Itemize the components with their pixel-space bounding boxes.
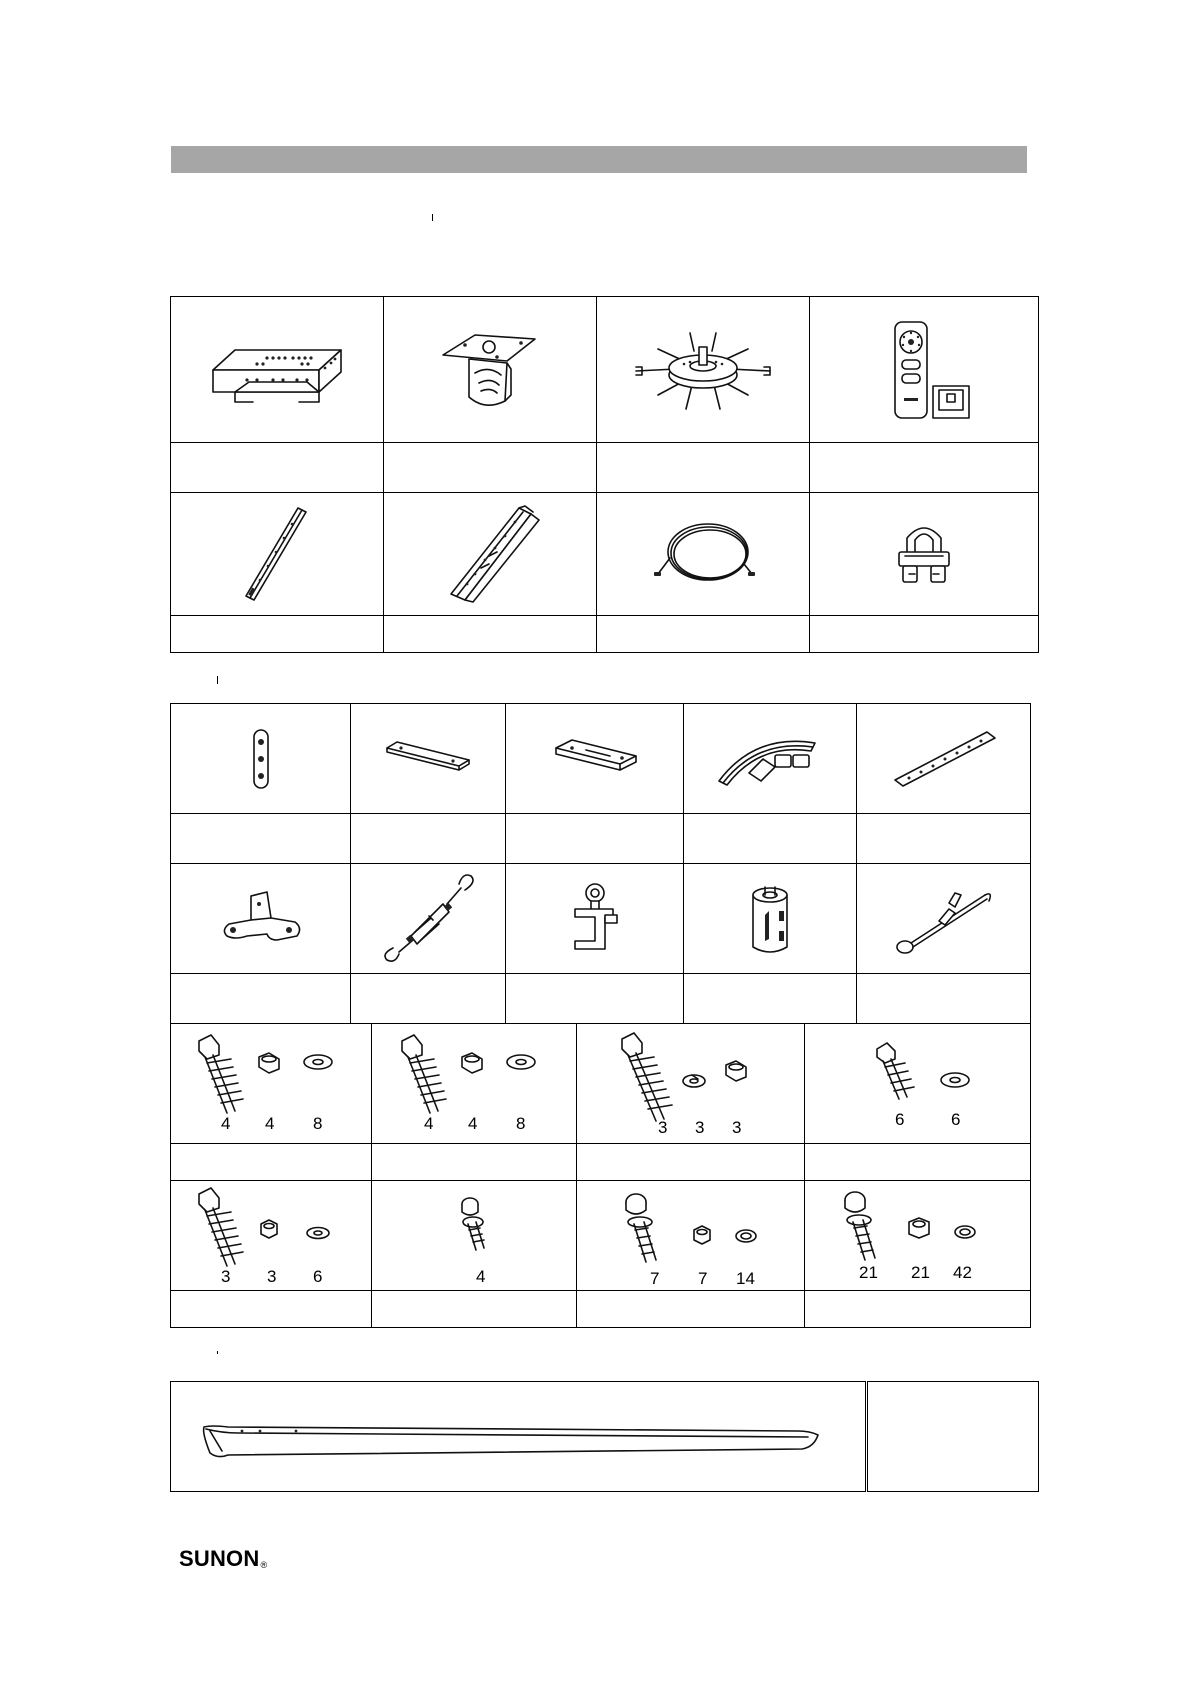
part-label-cell	[867, 1382, 1039, 1492]
part-label-cell	[577, 1144, 805, 1181]
hook-bolt-icon	[889, 879, 999, 959]
part-label-cell	[351, 814, 506, 864]
part-cell	[810, 297, 1039, 443]
bolt-nut-washer-icon	[171, 1182, 371, 1290]
part-cell	[506, 704, 684, 814]
fasteners-table	[170, 1023, 1031, 1328]
section-header-bar	[171, 146, 1027, 173]
part-label-cell	[171, 1144, 372, 1181]
part-label-cell	[597, 443, 810, 493]
part-cell	[351, 704, 506, 814]
registered-mark: ®	[260, 1560, 268, 1570]
part-cell	[684, 704, 857, 814]
steel-cable-icon	[648, 514, 758, 594]
ceiling-mount-plate-icon	[435, 325, 545, 415]
quantity-lockwasher: 3	[694, 1117, 704, 1137]
quantity-bolt: 4	[221, 1113, 231, 1133]
remote-control-icon	[869, 320, 979, 420]
quantity-nut: 3	[267, 1266, 277, 1286]
quantity-bolt: 6	[894, 1109, 904, 1129]
part-cell	[171, 864, 351, 974]
part-cell	[372, 1181, 577, 1291]
quantity-washer: 6	[950, 1109, 960, 1129]
main-components-table	[170, 296, 1039, 653]
quantity-screw: 4	[476, 1266, 486, 1286]
angle-bracket-icon	[211, 884, 311, 954]
part-cell	[577, 1024, 805, 1144]
tick-mark	[432, 214, 433, 221]
fan-blade-icon	[198, 1407, 838, 1467]
part-cell	[684, 864, 857, 974]
quantity-nut: 7	[697, 1268, 707, 1288]
part-cell	[857, 704, 1031, 814]
quantity-washer: 8	[516, 1113, 526, 1133]
motor-mount-bracket-icon	[207, 330, 347, 410]
screw-nut-washer-icon	[813, 1182, 1023, 1290]
connector-plate-icon	[246, 724, 276, 794]
quantity-screw: 21	[858, 1262, 878, 1282]
part-cell	[384, 297, 597, 443]
part-label-cell	[171, 974, 351, 1024]
part-label-cell	[351, 974, 506, 1024]
quantity-washer: 6	[313, 1266, 323, 1286]
machine-screw-icon	[374, 1182, 574, 1290]
extension-channel-icon	[435, 504, 545, 604]
part-cell	[857, 864, 1031, 974]
bolt-nut-washer-icon	[171, 1025, 371, 1143]
part-label-cell	[597, 616, 810, 653]
part-cell	[810, 493, 1039, 616]
part-label-cell	[810, 616, 1039, 653]
bolt-lockwasher-nut-icon	[586, 1025, 796, 1143]
part-label-cell	[684, 974, 857, 1024]
part-label-cell	[372, 1291, 577, 1328]
brand-logo	[179, 1546, 267, 1572]
quantity-nut: 21	[910, 1262, 930, 1282]
part-label-cell	[684, 814, 857, 864]
perforated-strip-icon	[889, 724, 999, 794]
part-cell	[805, 1181, 1031, 1291]
quantity-nut: 3	[731, 1117, 741, 1137]
bolt-nut-washer-icon	[374, 1025, 574, 1143]
part-label-cell	[384, 443, 597, 493]
wire-rope-clip-icon	[879, 514, 969, 594]
part-cell	[171, 1181, 372, 1291]
brand-name: SUNON	[179, 1546, 260, 1571]
part-cell	[805, 1024, 1031, 1144]
part-label-cell	[384, 616, 597, 653]
part-cell	[384, 493, 597, 616]
extension-rod-icon	[232, 504, 322, 604]
part-label-cell	[577, 1291, 805, 1328]
part-label-cell	[857, 814, 1031, 864]
quantity-washer: 42	[952, 1262, 972, 1282]
quantity-screw: 7	[649, 1268, 659, 1288]
screw-nut-washer-icon	[586, 1182, 796, 1290]
quantity-bolt: 3	[657, 1117, 667, 1137]
part-cell	[351, 864, 506, 974]
part-label-cell	[171, 443, 384, 493]
quantity-washer: 14	[735, 1268, 755, 1288]
part-label-cell	[805, 1291, 1031, 1328]
part-cell	[171, 1024, 372, 1144]
quantity-nut: 4	[468, 1113, 478, 1133]
part-label-cell	[506, 974, 684, 1024]
part-label-cell	[810, 443, 1039, 493]
beam-clamp-icon	[565, 879, 625, 959]
part-label-cell	[171, 616, 384, 653]
part-label-cell	[506, 814, 684, 864]
part-cell	[597, 493, 810, 616]
blade-table	[170, 1381, 1039, 1492]
part-label-cell	[171, 1291, 372, 1328]
part-label-cell	[805, 1144, 1031, 1181]
bent-plate-icon	[550, 734, 640, 784]
bolt-washer-icon	[813, 1025, 1023, 1143]
tick-mark	[217, 1351, 218, 1354]
part-cell	[506, 864, 684, 974]
part-label-cell	[372, 1144, 577, 1181]
part-cell	[171, 493, 384, 616]
part-cell	[372, 1024, 577, 1144]
flat-plate-icon	[383, 734, 473, 784]
fan-hub-motor-icon	[628, 325, 778, 415]
quantity-bolt: 3	[221, 1266, 231, 1286]
tick-mark	[217, 676, 218, 684]
part-cell	[597, 297, 810, 443]
part-cell	[171, 1382, 867, 1492]
coupling-sleeve-icon	[745, 879, 795, 959]
blade-clamp-icon	[715, 729, 825, 789]
part-cell	[577, 1181, 805, 1291]
quantity-nut: 4	[265, 1113, 275, 1133]
accessories-table	[170, 703, 1031, 1024]
quantity-bolt: 4	[424, 1113, 434, 1133]
quantity-washer: 8	[313, 1113, 323, 1133]
turnbuckle-icon	[373, 874, 483, 964]
part-cell	[171, 704, 351, 814]
part-label-cell	[857, 974, 1031, 1024]
part-cell	[171, 297, 384, 443]
part-label-cell	[171, 814, 351, 864]
